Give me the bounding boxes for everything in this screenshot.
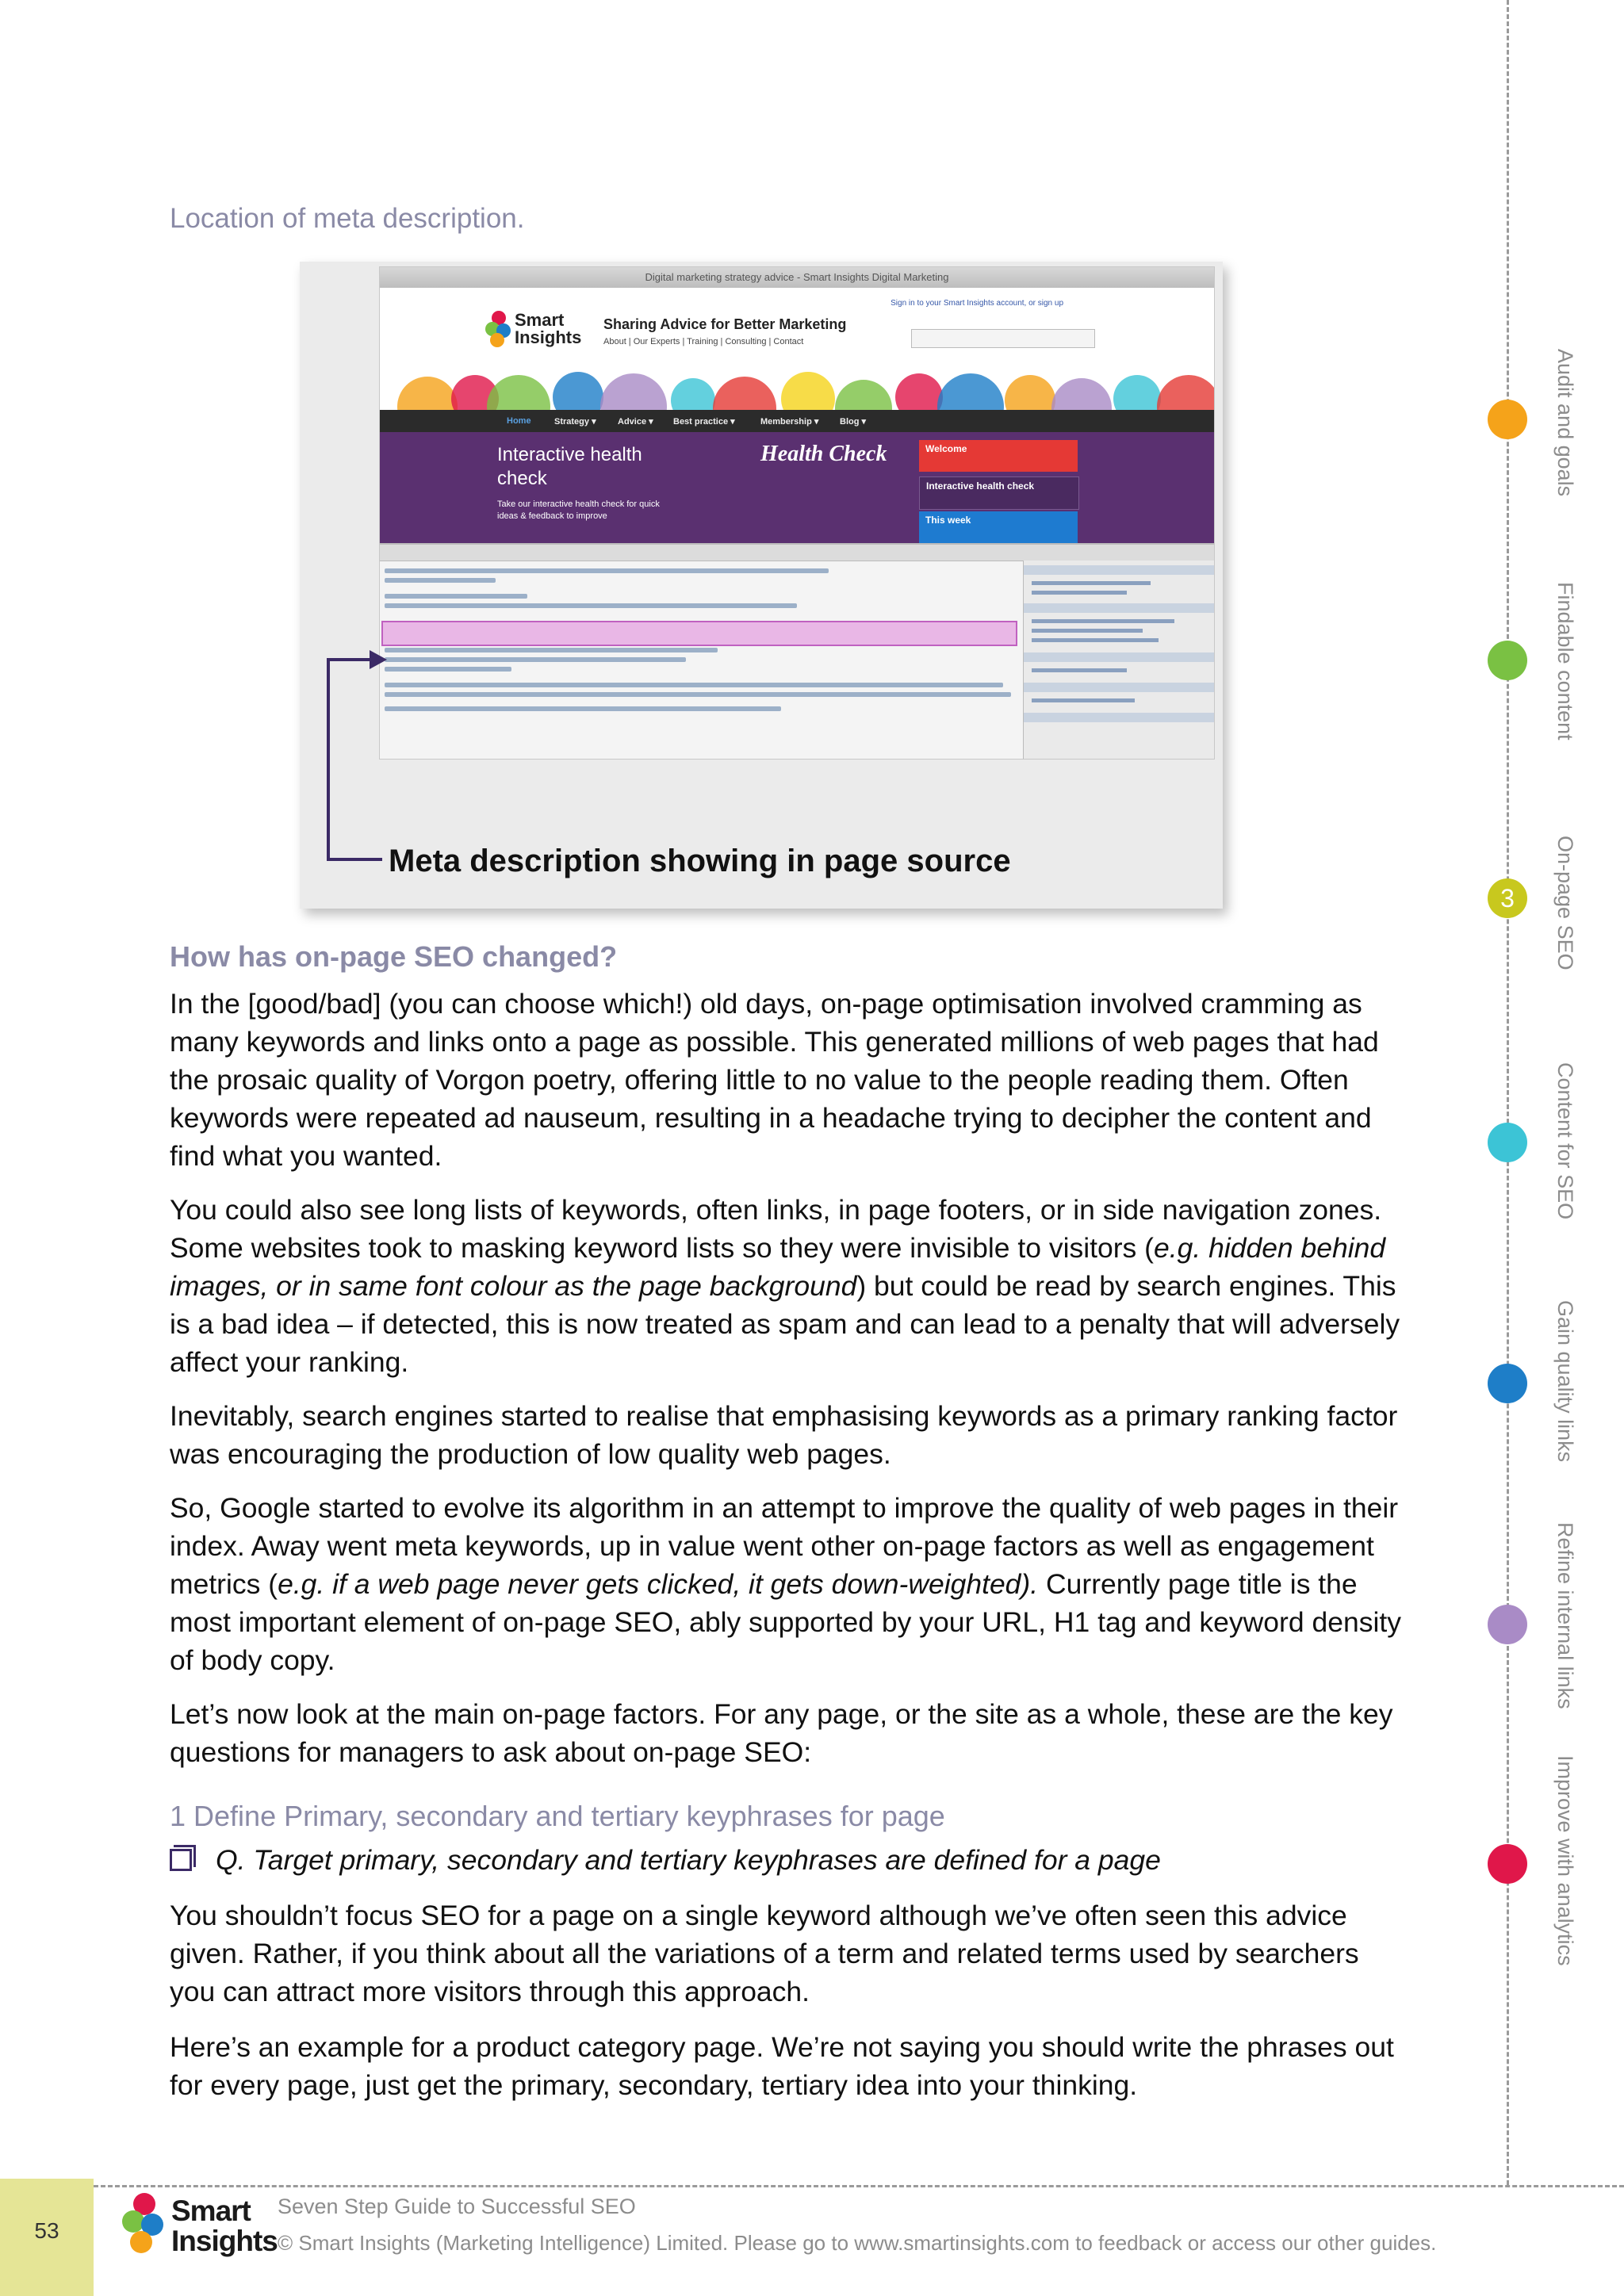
code-line <box>385 692 1011 697</box>
code-line <box>385 568 829 573</box>
panel-health-check[interactable] <box>919 476 1079 510</box>
rail-label-content[interactable]: Content for SEO <box>1553 1062 1577 1220</box>
health-check-logo: Health Check <box>760 442 887 466</box>
checklist-item <box>170 1844 1161 1877</box>
rail-label-links[interactable]: Gain quality links <box>1553 1300 1577 1463</box>
arrow-horizontal <box>327 858 382 861</box>
footer-copyright: © Smart Insights (Marketing Intelligence) Limited. Please go to www.smartinsights.com to feedback or access our other guides. <box>278 2231 1437 2255</box>
arrow-head-icon <box>370 650 387 669</box>
sidebar-line <box>1032 629 1143 633</box>
rail-dot-analytics[interactable] <box>1488 1844 1527 1884</box>
devtools-sidebar <box>1023 561 1214 760</box>
rail-dot-links[interactable] <box>1488 1364 1527 1403</box>
site-logo-text <box>515 312 581 346</box>
rail-dot-internal[interactable] <box>1488 1605 1527 1644</box>
paragraph-7: Here’s an example for a product category page. We’re not saying you should write the phrases out for every page, just get the primary, secondary, tertiary idea into your thinking. <box>170 2031 1394 2101</box>
site-search-input[interactable] <box>911 329 1095 348</box>
paragraph-5: Let’s now look at the main on-page factors. For any page, or the site as a whole, these are the key questions for managers to ask about on-page SEO: <box>170 1698 1393 1768</box>
rail-dot-findable[interactable] <box>1488 641 1527 680</box>
panel-this-week-text: This week <box>925 515 971 526</box>
nav-strategy[interactable]: Strategy ▾ <box>554 417 596 427</box>
paragraph-3: Inevitably, search engines started to realise that emphasising keywords as a primary ranking factor was encouraging the production of low quality web pages. <box>170 1400 1398 1470</box>
paragraph-2-text-end: ) but could be read by search engines. This is a bad idea – if detected, this is now treated as spam and can lead to a penalty that will adversely affect your ranking. <box>170 1270 1400 1378</box>
nav-advice[interactable]: Advice ▾ <box>618 417 653 427</box>
code-line <box>385 667 511 672</box>
rail-label-internal[interactable]: Refine internal links <box>1553 1522 1577 1709</box>
nav-membership[interactable]: Membership ▾ <box>760 417 819 427</box>
hero-title: Interactive health check <box>497 444 642 489</box>
code-line <box>385 594 527 599</box>
checklist-question: Q. Target primary, secondary and tertiary keyphrases are defined for a page <box>216 1844 1161 1876</box>
screenshot-figure <box>300 262 1223 909</box>
panel-welcome[interactable] <box>919 440 1078 472</box>
paragraph-2 <box>170 1191 1407 1381</box>
panel-health-check-text: Interactive health check <box>926 480 1035 492</box>
code-line <box>385 683 1003 687</box>
smart-insights-logo-icon <box>483 308 515 348</box>
paragraph-4-text: So, Google started to evolve its algorithm in an attempt to improve the quality of web pages in their index. Away went meta keywords, up in value went other on-page factors as well as engagement metrics ( <box>170 1492 1399 1600</box>
footer-title: Seven Step Guide to Successful SEO <box>278 2195 636 2218</box>
sidebar-line <box>1032 668 1127 672</box>
rail-label-findable[interactable]: Findable content <box>1553 582 1577 740</box>
paragraph-4-text-end: Currently page title is the most important element of on-page SEO, ably supported by your URL, H1 tag and keyword density of body copy. <box>170 1568 1401 1676</box>
subheading: 1 Define Primary, secondary and tertiary keyphrases for page <box>170 1800 945 1832</box>
arrow-vertical <box>327 658 330 861</box>
decorative-circles <box>380 288 1214 410</box>
paragraph-6: You shouldn’t focus SEO for a page on a single keyword although we’ve often seen this advice given. Rather, if you think about all the variations of a term and related terms used by searchers you can attract more visitors through this approach. <box>170 1900 1359 2007</box>
rail-label-audit[interactable]: Audit and goals <box>1553 349 1577 497</box>
meta-description-highlight <box>381 621 1017 646</box>
rail-dot-audit[interactable] <box>1488 400 1527 439</box>
page-source-devtools <box>380 543 1214 760</box>
sidebar-section <box>1024 652 1214 662</box>
code-line <box>385 603 797 608</box>
rail-label-analytics[interactable]: Improve with analytics <box>1553 1755 1577 1966</box>
logo-line-1: Smart <box>515 310 565 330</box>
footer-logo-line-2: Insights <box>171 2225 278 2257</box>
paragraph-1: In the [good/bad] (you can choose which!) old days, on-page optimisation involved cramming as many keywords and links onto a page as possible. This generated millions of web pages that had the prosaic quality of Vorgon poetry, offering little to no value to the people reading them. Often keywords were repeated ad nauseum, resulting in a headache trying to decipher the content and find what you wanted. <box>170 988 1379 1172</box>
rail-label-onpage[interactable]: On-page SEO <box>1553 836 1577 970</box>
rail-dot-content[interactable] <box>1488 1123 1527 1162</box>
panel-this-week[interactable] <box>919 511 1078 543</box>
panel-welcome-text: Welcome <box>925 443 967 454</box>
hero-banner <box>380 432 1214 543</box>
sidebar-line <box>1032 698 1135 702</box>
sidebar-line <box>1032 591 1127 595</box>
sidebar-line <box>1032 638 1159 642</box>
code-line <box>385 657 686 662</box>
sidebar-section <box>1024 713 1214 722</box>
site-links[interactable]: About | Our Experts | Training | Consulting | Contact <box>603 337 804 346</box>
paragraph-4 <box>170 1489 1407 1679</box>
footer-logo-text <box>171 2196 278 2256</box>
devtools-toolbar <box>380 545 1214 561</box>
sidebar-line <box>1032 619 1174 623</box>
code-line <box>385 648 718 652</box>
figure-label: Meta description showing in page source <box>389 844 1011 878</box>
rail-dot-onpage[interactable]: 3 <box>1488 878 1527 918</box>
site-header <box>380 288 1214 410</box>
section-heading: How has on-page SEO changed? <box>170 940 618 973</box>
paragraph-4-italic: e.g. if a web page never gets clicked, it gets down-weighted). <box>278 1568 1039 1600</box>
nav-blog[interactable]: Blog ▾ <box>840 417 867 427</box>
footer-divider <box>94 2185 1624 2187</box>
website-screenshot <box>379 266 1215 760</box>
page-number: 53 <box>34 2218 59 2243</box>
sidebar-section <box>1024 683 1214 692</box>
sidebar-section <box>1024 603 1214 613</box>
site-tagline: Sharing Advice for Better Marketing <box>603 316 847 332</box>
site-nav-bar <box>380 410 1214 432</box>
logo-line-2: Insights <box>515 327 582 347</box>
figure-caption: Location of meta description. <box>170 203 525 234</box>
checkbox-icon[interactable] <box>170 1849 192 1871</box>
paragraph-2-italic: e.g. hidden behind images, or in same font colour as the page background <box>170 1232 1386 1302</box>
hero-subtitle: Take our interactive health check for quick ideas & feedback to improve <box>497 499 660 521</box>
paragraph-2-text: You could also see long lists of keywords, often links, in page footers, or in side navigation zones. Some websites took to masking keyword lists so they were invisible to visitors ( <box>170 1194 1382 1264</box>
nav-best-practice[interactable]: Best practice ▾ <box>673 417 735 427</box>
signin-link[interactable]: Sign in to your Smart Insights account, or sign up <box>891 299 1063 308</box>
sidebar-line <box>1032 581 1151 585</box>
footer-logo-line-1: Smart <box>171 2195 251 2227</box>
browser-title-bar: Digital marketing strategy advice - Smart Insights Digital Marketing <box>380 267 1214 288</box>
sidebar-section <box>1024 565 1214 575</box>
code-line <box>385 578 496 583</box>
code-line <box>385 706 781 711</box>
nav-home[interactable]: Home <box>507 416 531 426</box>
